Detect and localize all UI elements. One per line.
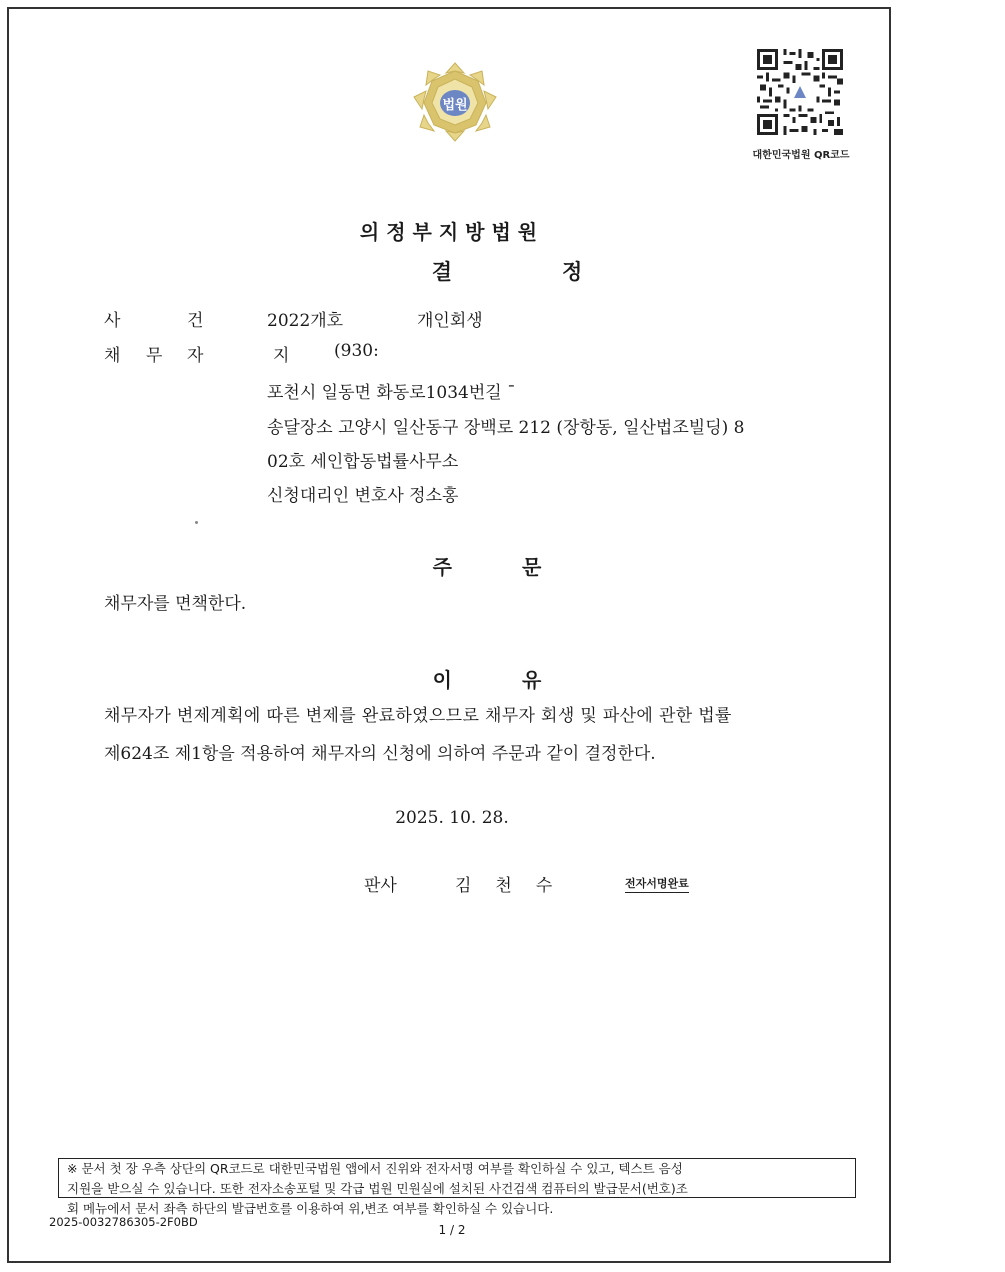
case-label-char-1: 사 (104, 311, 121, 331)
debtor-label-char-2: 무 (146, 346, 163, 366)
case-label-char-2: 건 (187, 311, 204, 331)
delivery-address-line-1: 송달장소 고양시 일산동구 장백로 212 (장항동, 일산법조빌딩) 8 (267, 418, 745, 438)
delivery-address-line-2: 02호 세인합동법률사무소 (267, 452, 459, 472)
court-emblem-icon (412, 61, 498, 143)
qr-code-icon (757, 49, 843, 135)
verification-notice (58, 1158, 856, 1216)
case-number: 2022개호 (267, 311, 344, 331)
scan-speck (195, 521, 198, 524)
case-type: 개인회생 (417, 311, 483, 331)
notice-line-3: 회 메뉴에서 문서 좌측 하단의 발급번호를 이용하여 위,변조 여부를 확인하실 수 있습니다. (67, 1201, 554, 1216)
judge-name: 김천수 (455, 876, 577, 896)
order-title: 주문 (432, 555, 612, 579)
notice-line-2: 지원을 받으실 수 있습니다. 또한 전자소송포털 및 각급 법원 민원실에 설치된 사건검색 컴퓨터의 발급문서(번호)조 (67, 1181, 688, 1196)
debtor-label-char-3: 자 (187, 346, 204, 366)
reason-text-line-1: 채무자가 변제계획에 따른 변제를 완료하였으므로 채무자 회생 및 파산에 관한 법률 (104, 706, 732, 726)
reason-text-line-2: 제624조 제1항을 적용하여 채무자의 신청에 의하여 주문과 같이 결정한다. (104, 744, 656, 764)
qr-caption: 대한민국법원 QR코드 (752, 150, 850, 161)
court-name: 의정부지방법원 (359, 220, 545, 244)
page-number: 1 / 2 (438, 1223, 466, 1237)
debtor-id: (930: (334, 341, 379, 361)
document-title: 결정 (431, 260, 693, 284)
applicant-agent: 신청대리인 변호사 정소홍 (267, 486, 459, 506)
debtor-label-char-1: 채 (104, 346, 121, 366)
emblem-text: 법원 (442, 98, 468, 113)
decision-date: 2025. 10. 28. (395, 808, 509, 828)
reason-title: 이유 (432, 668, 612, 692)
judge-title: 판사 (364, 876, 397, 896)
order-text: 채무자를 면책한다. (104, 594, 247, 614)
document-page (7, 7, 891, 1263)
debtor-name: 지 (273, 346, 290, 366)
notice-line-1: ※ 문서 첫 장 우측 상단의 QR코드로 대한민국법원 앱에서 진위와 전자서명 여부를 확인하실 수 있고, 텍스트 음성 (67, 1161, 683, 1176)
electronic-signature-mark: 전자서명완료 (625, 875, 689, 893)
issue-number: 2025-0032786305-2F0BD (49, 1215, 198, 1229)
debtor-address: 포천시 일동면 화동로1034번길 ˉ (267, 383, 516, 403)
